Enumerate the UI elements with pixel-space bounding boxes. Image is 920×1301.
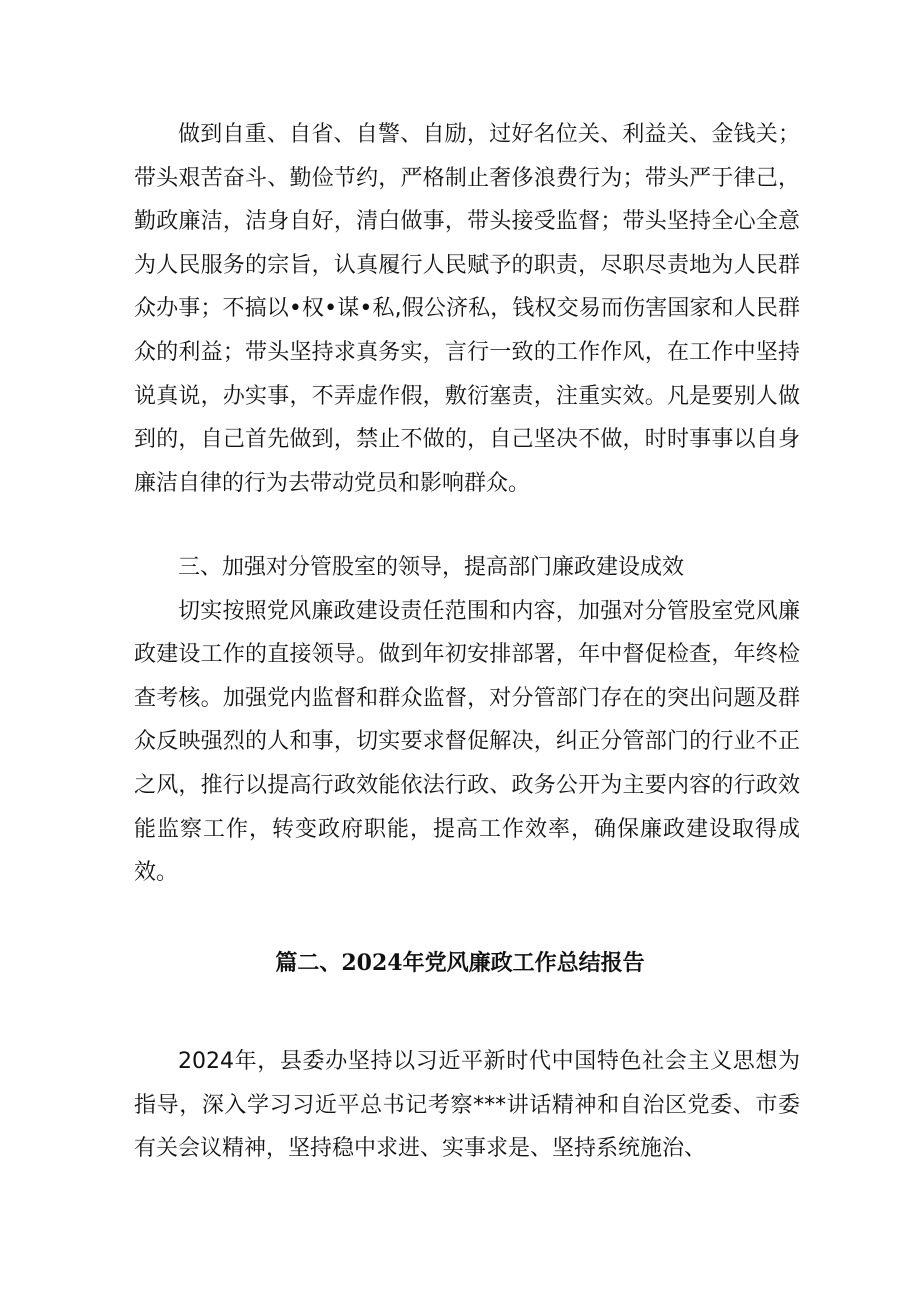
paragraph-chapter-two-intro: 2024年，县委办坚持以习近平新时代中国特色社会主义思想为指导，深入学习习近平总书记考察***讲话精神和自治区党委、市委有关会议精神，坚持稳中求进、实事求是、坚持系统施治、: [134, 1049, 800, 1162]
section-three-block: [134, 546, 800, 895]
paragraph-department-leadership: 切实按照党风廉政建设责任范围和内容，加强对分管股室党风廉政建设工作的直接领导。做到年初安排部署，年中督促检查，年终检查考核。加强党内监督和群众监督，对分管部门存在的突出问题及群众反映强烈的人和事，切实要求督促解决，纠正分管部门的行业不正之风，推行以提高行政效能依法行政、政务公开为主要内容的行政效能监察工作，转变政府职能，提高工作效率，确保廉政建设取得成效。: [134, 598, 800, 886]
chapter-two-block: [134, 1040, 800, 1171]
section-one-block: [134, 113, 800, 505]
chapter-two-title: [0, 942, 920, 985]
paragraph-self-discipline: 做到自重、自省、自警、自励，过好名位关、利益关、金钱关；带头艰苦奋斗、勤俭节约，严格制止奢侈浪费行为；带头严于律己，勤政廉洁，洁身自好，清白做事，带头接受监督；带头坚持全心全意为人民服务的宗旨，认真履行人民赋予的职责，尽职尽责地为人民群众办事；不搞以•权•谋•私,假公济私，钱权交易而伤害国家和人民群众的利益；带头坚持求真务实，言行一致的工作作风，在工作中坚持说真说，办实事，不弄虚作假，敷衍塞责，注重实效。凡是要别人做到的，自己首先做到，禁止不做的，自己坚决不做，时时事事以自身廉洁自律的行为去带动党员和影响群众。: [134, 122, 800, 496]
chapter-title-suffix: 年党风廉政工作总结报告: [402, 951, 645, 976]
chapter-title-prefix: 篇二、: [275, 951, 342, 976]
section-three-heading: 三、加强对分管股室的领导，提高部门廉政建设成效: [178, 555, 685, 580]
chapter-title-year: 2024: [341, 950, 403, 976]
